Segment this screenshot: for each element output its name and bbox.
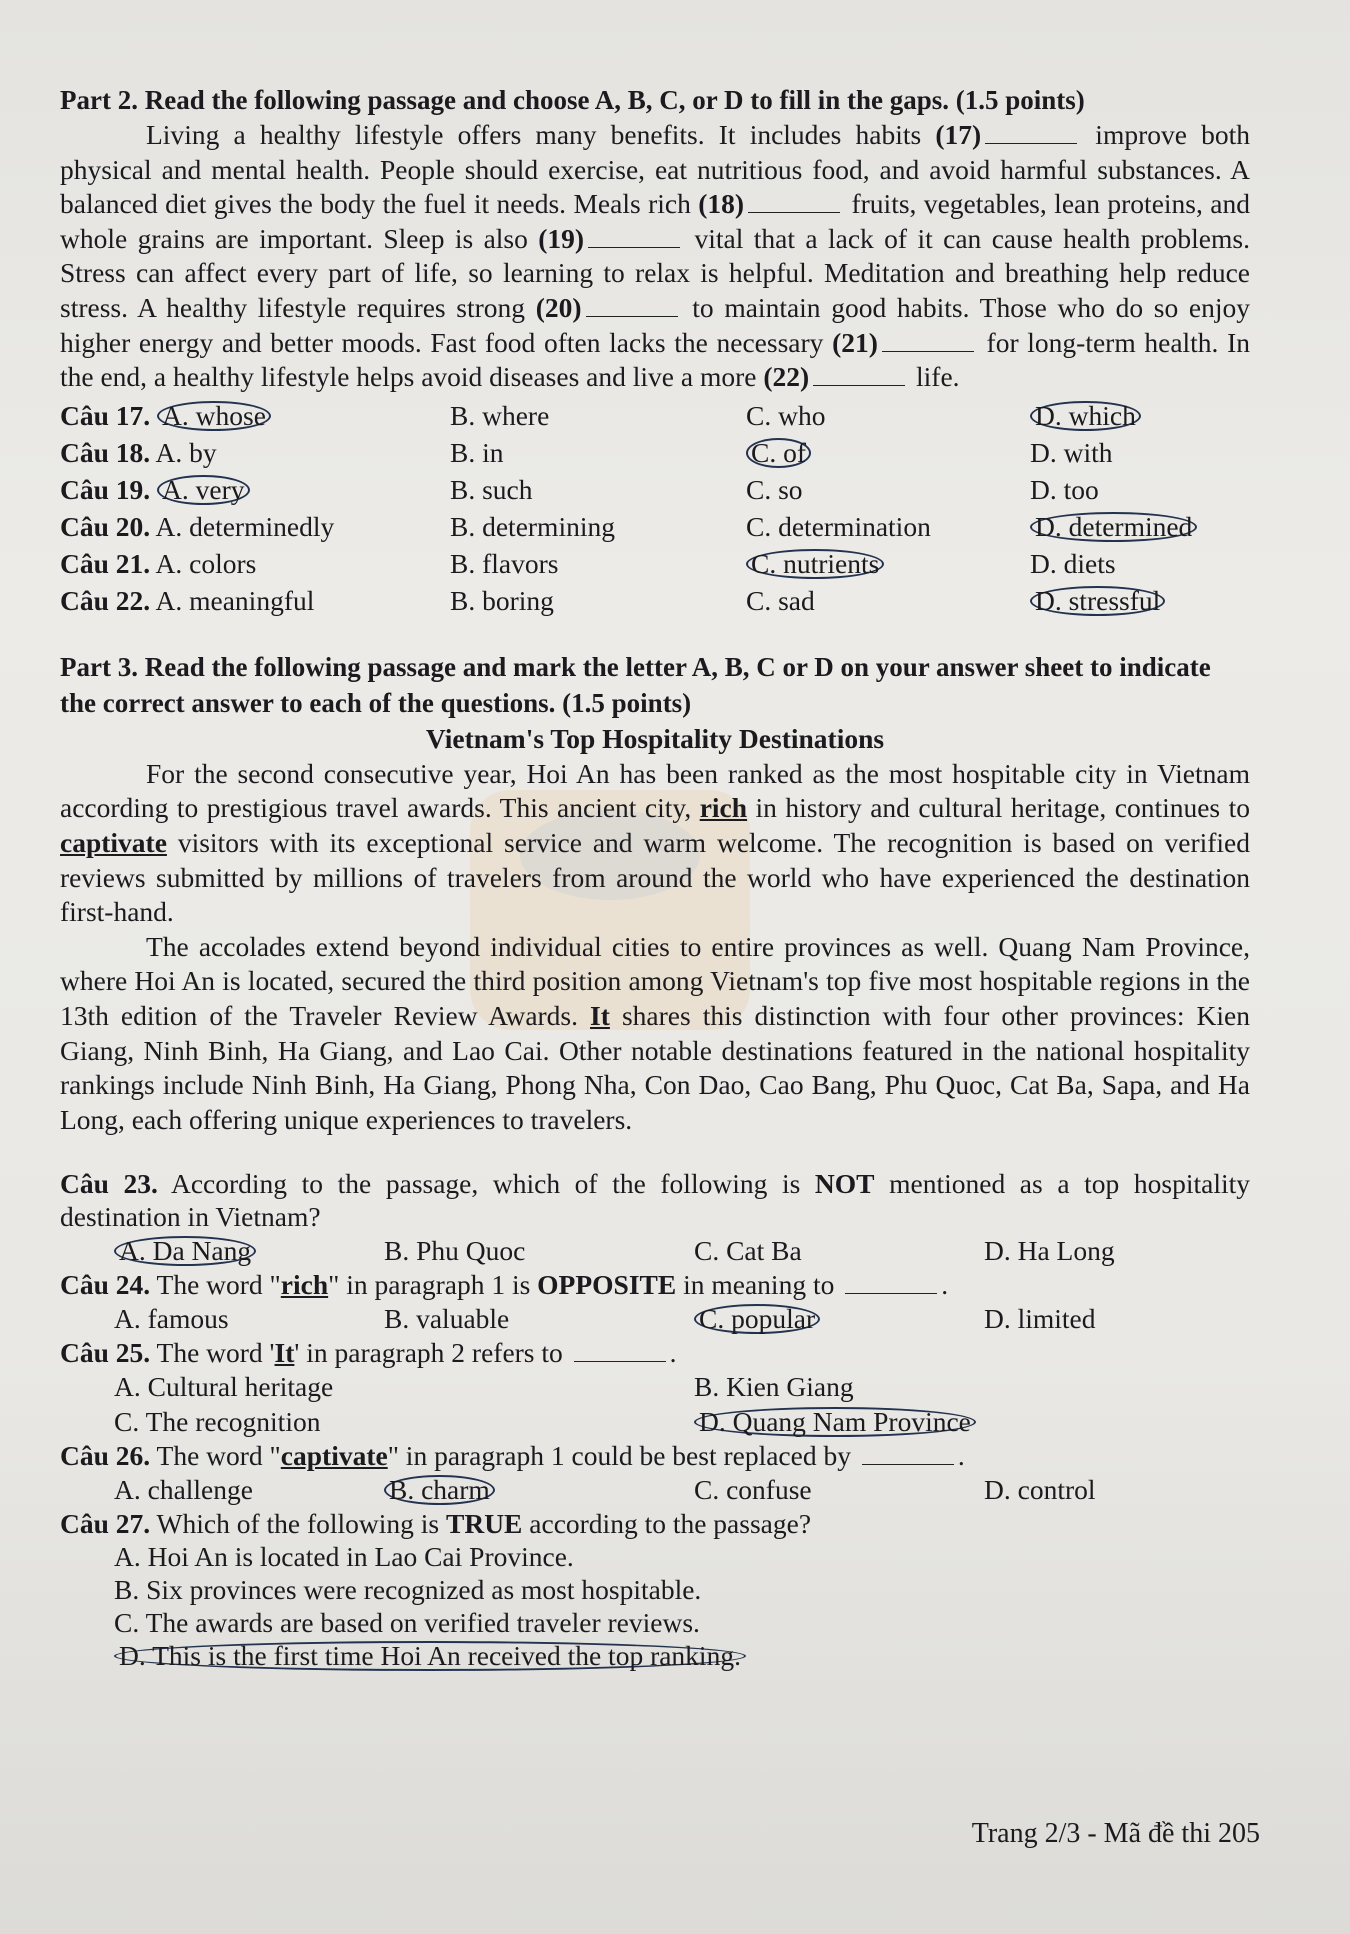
q26-options xyxy=(60,1472,1250,1507)
gap-19-number: (19) xyxy=(538,222,585,254)
q24-options xyxy=(60,1301,1250,1336)
q18-option-b[interactable]: B. in xyxy=(450,436,504,468)
q23-option-b[interactable]: B. Phu Quoc xyxy=(384,1235,526,1267)
part2-questions xyxy=(60,397,1250,619)
q21-option-a[interactable]: A. colors xyxy=(155,547,257,579)
q26-option-d[interactable]: D. control xyxy=(984,1474,1096,1506)
stem-underlined-word: It xyxy=(274,1337,295,1369)
stem-text: The word " xyxy=(150,1440,281,1472)
part3-paragraph-2 xyxy=(60,930,1250,1138)
q19-option-b[interactable]: B. such xyxy=(450,473,533,505)
gap-20-number: (20) xyxy=(535,291,582,323)
stem-text: " in paragraph 1 could be best replaced by xyxy=(387,1440,858,1472)
passage-text: The accolades extend beyond individual cities to entire provinces as well. Quang Nam Province, where Hoi An is located, secured the third position among Vietnam's top five most hospitable regions in the 13th edition of the Traveler Review Awards. xyxy=(60,930,1250,1031)
q20-option-c[interactable]: C. determination xyxy=(746,510,931,542)
gap-18-number: (18) xyxy=(698,188,745,220)
part3-paragraph-1 xyxy=(60,757,1250,930)
q26-option-a[interactable]: A. challenge xyxy=(114,1474,253,1506)
stem-text: According to the passage, which of the following is xyxy=(157,1168,815,1200)
gap-19-blank xyxy=(588,225,680,248)
gap-17-number: (17) xyxy=(935,119,982,150)
q27-option-d-wrap xyxy=(60,1639,1250,1672)
q22-option-a[interactable]: A. meaningful xyxy=(155,584,315,616)
passage-text: For the second consecutive year, Hoi An has been ranked as the most hospitable city in Vietnam according to prestigious travel awards. This ancient city, xyxy=(60,757,1250,824)
gap-21-number: (21) xyxy=(832,326,878,358)
question-label: Câu 17. xyxy=(60,399,151,431)
q18-option-d[interactable]: D. with xyxy=(1030,436,1113,468)
stem-underlined-word: rich xyxy=(280,1269,329,1301)
q18-option-a[interactable]: A. by xyxy=(155,436,217,468)
stem-text: mentioned as a top hospitality destination in Vietnam? xyxy=(60,1168,1250,1233)
question-label: Câu 27. xyxy=(60,1508,151,1540)
passage-text: life. xyxy=(909,361,960,393)
q17-row xyxy=(60,397,450,434)
q21-option-c[interactable]: C. nutrients xyxy=(746,549,884,579)
q24-option-b[interactable]: B. valuable xyxy=(384,1303,510,1335)
q22-option-c[interactable]: C. sad xyxy=(746,584,815,616)
q19-option-d[interactable]: D. too xyxy=(1030,473,1099,505)
page-content xyxy=(60,82,1250,1672)
q25-option-c[interactable]: C. The recognition xyxy=(114,1406,321,1438)
q27-option-d[interactable]: D. This is the first time Hoi An received the top ranking. xyxy=(114,1641,746,1671)
stem-text: according to the passage? xyxy=(522,1508,812,1540)
gap-22-blank xyxy=(813,363,905,386)
q23-options xyxy=(60,1233,1250,1268)
answer-blank xyxy=(574,1339,666,1362)
q25-options xyxy=(60,1369,1250,1439)
q21-option-b[interactable]: B. flavors xyxy=(450,547,559,579)
gap-17-blank xyxy=(985,121,1077,144)
question-label: Câu 21. xyxy=(60,547,151,579)
q20-option-b[interactable]: B. determining xyxy=(450,510,615,542)
question-label: Câu 23. xyxy=(60,1168,158,1200)
q25-option-b[interactable]: B. Kien Giang xyxy=(694,1371,854,1403)
q22-option-d[interactable]: D. stressful xyxy=(1030,586,1165,616)
q23-option-c[interactable]: C. Cat Ba xyxy=(694,1235,802,1267)
passage-text: shares this distinction with four other provinces: Kien Giang, Ninh Binh, Ha Giang, and Lao Cai. Other notable destinations featured in the national hospitality rankings include Ninh Binh, Ha Giang, Phong Nha, Con Dao, Cao Bang, Phu Quoc, Cat Ba, Sapa, and Ha Long, each offering unique experiences to travelers. xyxy=(60,999,1250,1135)
stem-text: in meaning to xyxy=(676,1269,842,1301)
underlined-word-it: It xyxy=(590,999,610,1031)
q22-option-b[interactable]: B. boring xyxy=(450,584,554,616)
q17-option-a[interactable]: A. whose xyxy=(157,401,271,431)
q24-option-c[interactable]: C. popular xyxy=(694,1304,820,1334)
stem-text: The word " xyxy=(150,1269,281,1301)
q21-option-d[interactable]: D. diets xyxy=(1030,547,1116,579)
q19-option-c[interactable]: C. so xyxy=(746,473,803,505)
stem-text: " in paragraph 1 is xyxy=(328,1269,538,1301)
q27-stem xyxy=(60,1507,1250,1540)
question-label: Câu 24. xyxy=(60,1269,151,1301)
page-footer: Trang 2/3 - Mã đề thi 205 xyxy=(971,1818,1260,1849)
question-label: Câu 20. xyxy=(60,510,151,542)
q27-option-c[interactable]: C. The awards are based on verified traveler reviews. xyxy=(114,1607,700,1639)
q24-option-a[interactable]: A. famous xyxy=(114,1303,229,1335)
underlined-word-rich: rich xyxy=(699,792,748,824)
q20-option-d[interactable]: D. determined xyxy=(1030,512,1197,542)
stem-emphasis: OPPOSITE xyxy=(537,1269,677,1301)
question-label: Câu 18. xyxy=(60,436,151,468)
q20-option-a[interactable]: A. determinedly xyxy=(155,510,335,542)
q19-option-a[interactable]: A. very xyxy=(157,475,249,505)
q26-option-c[interactable]: C. confuse xyxy=(694,1474,812,1506)
q25-option-d[interactable]: D. Quang Nam Province xyxy=(694,1407,976,1437)
part2-heading: Part 2. Read the following passage and choose A, B, C, or D to fill in the gaps. (1.5 points) xyxy=(60,85,1085,115)
q25-option-a[interactable]: A. Cultural heritage xyxy=(114,1371,334,1403)
q25-stem: Câu 25. The word 'It' in paragraph 2 refers to . xyxy=(60,1337,677,1369)
question-label: Câu 26. xyxy=(60,1440,151,1472)
q23-option-a[interactable]: A. Da Nang xyxy=(114,1236,256,1266)
passage-text: vital that a lack of it can cause health problems. Stress can affect every part of life, so learning to relax is helpful. Meditation and breathing help reduce stress. A healthy lifestyle requires strong xyxy=(60,222,1250,323)
q27-option-a[interactable]: A. Hoi An is located in Lao Cai Province. xyxy=(114,1541,574,1573)
passage-text: improve both physical and mental health. People should exercise, eat nutritious food, and avoid harmful substances. A balanced diet gives the body the fuel it needs. Meals rich xyxy=(60,119,1250,220)
passage-text: to maintain good habits. Those who do so enjoy higher energy and better moods. Fast food often lacks the necessary xyxy=(60,291,1251,358)
q23-stem xyxy=(60,1167,1250,1233)
part2-passage xyxy=(60,118,1250,395)
q24-option-d[interactable]: D. limited xyxy=(984,1303,1096,1335)
part3-heading: Part 3. Read the following passage and mark the letter A, B, C or D on your answer sheet to indicate the correct answer to each of the questions. (1.5 points) xyxy=(60,651,1211,718)
q17-option-c[interactable]: C. who xyxy=(746,399,826,431)
answer-blank xyxy=(862,1442,954,1465)
question-label: Câu 25. xyxy=(60,1337,151,1369)
passage-text: in history and cultural heritage, continues to xyxy=(747,792,1250,824)
gap-22-number: (22) xyxy=(763,361,810,393)
stem-emphasis: NOT xyxy=(814,1168,875,1200)
passage-text: for long-term health. In the end, a healthy lifestyle helps avoid diseases and live a more xyxy=(60,326,1250,393)
answer-blank xyxy=(845,1271,937,1294)
passage-text: visitors with its exceptional service and warm welcome. The recognition is based on verified reviews submitted by millions of travelers from around the world who have experienced the destination first-hand. xyxy=(60,826,1250,928)
stem-emphasis: TRUE xyxy=(446,1508,523,1540)
q17-option-d[interactable]: D. which xyxy=(1030,401,1141,431)
gap-21-blank xyxy=(882,329,974,352)
gap-20-blank xyxy=(586,294,678,317)
question-label: Câu 19. xyxy=(60,473,151,505)
underlined-word-captivate: captivate xyxy=(60,826,167,858)
passage-title: Vietnam's Top Hospitality Destinations xyxy=(425,722,885,754)
q26-option-b[interactable]: B. charm xyxy=(384,1475,495,1505)
q17-option-b[interactable]: B. where xyxy=(450,399,550,431)
passage-text: Living a healthy lifestyle offers many benefits. It includes habits xyxy=(146,119,936,150)
q26-stem: Câu 26. The word "captivate" in paragraph 1 could be best replaced by . xyxy=(60,1440,965,1472)
stem-text: The word ' xyxy=(150,1337,275,1369)
gap-18-blank xyxy=(748,190,840,213)
q24-stem: Câu 24. The word "rich" in paragraph 1 is OPPOSITE in meaning to . xyxy=(60,1269,949,1301)
q27-option-b[interactable]: B. Six provinces were recognized as most hospitable. xyxy=(114,1574,702,1606)
q23-option-d[interactable]: D. Ha Long xyxy=(984,1235,1115,1267)
stem-text: Which of the following is xyxy=(150,1508,446,1540)
passage-text: fruits, vegetables, lean proteins, and whole grains are important. Sleep is also xyxy=(60,188,1250,254)
question-label: Câu 22. xyxy=(60,584,151,616)
q18-option-c[interactable]: C. of xyxy=(746,438,811,468)
stem-underlined-word: captivate xyxy=(280,1440,388,1472)
stem-text: ' in paragraph 2 refers to xyxy=(294,1337,570,1369)
